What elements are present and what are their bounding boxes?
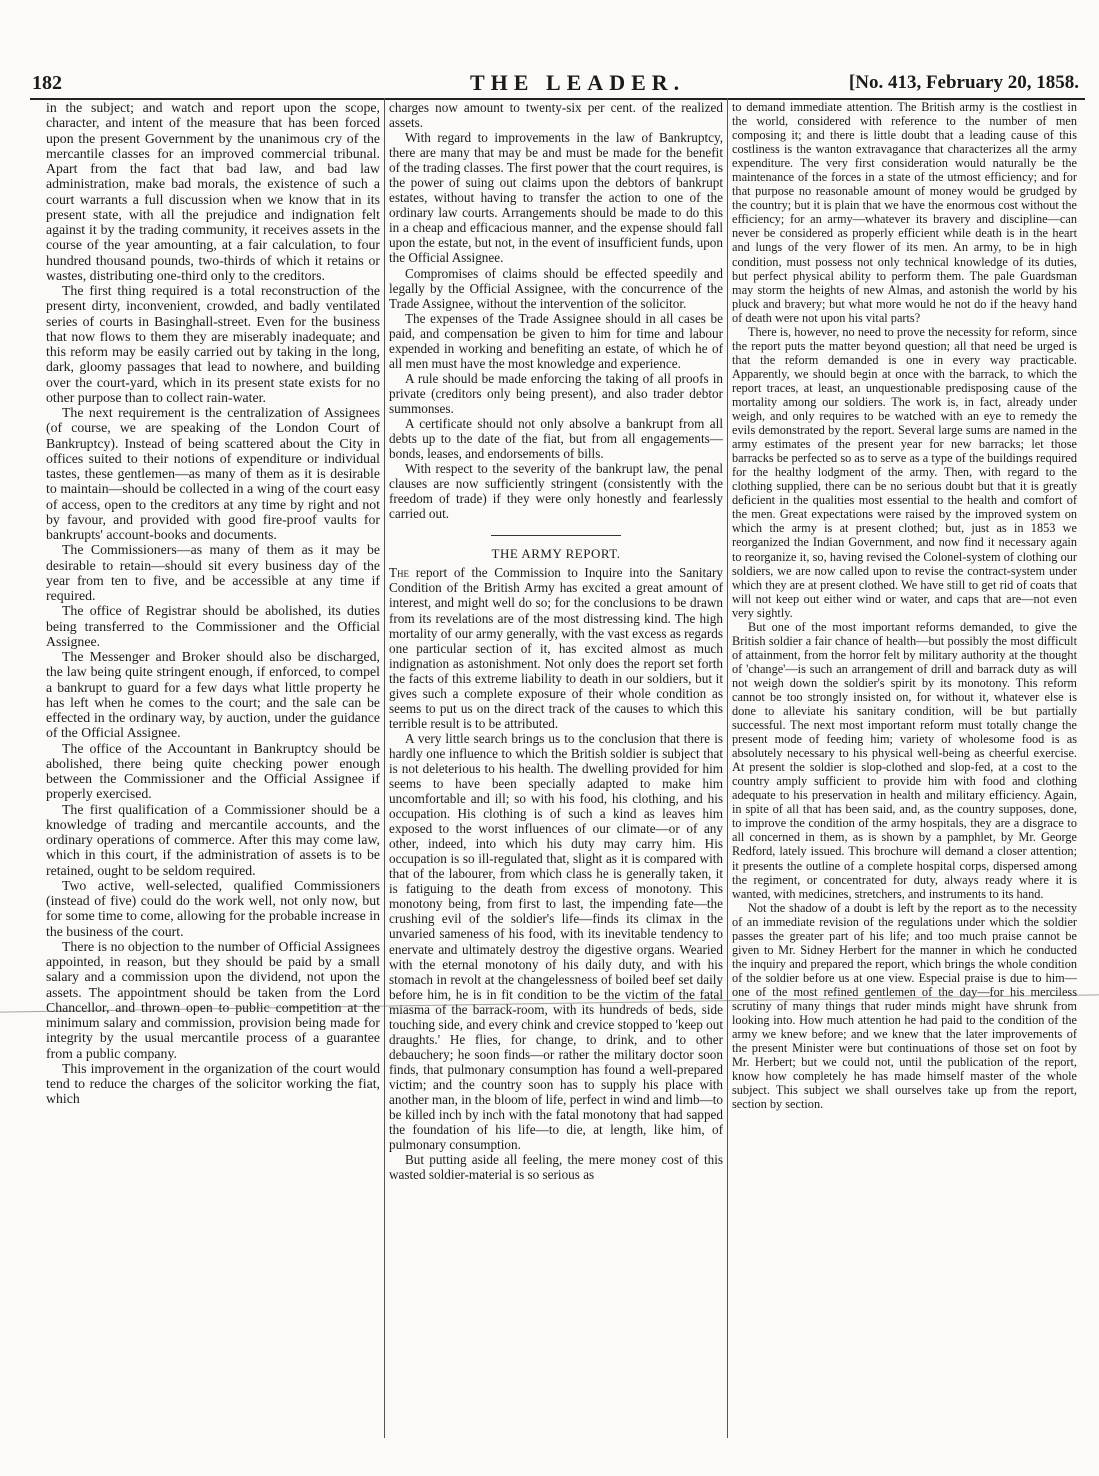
paragraph: charges now amount to twenty-six per cent. of the realized assets. <box>389 100 723 131</box>
paragraph: A rule should be made enforcing the taking of all proofs in private (creditors only being present), and also trader debtor summonses. <box>389 370 723 416</box>
paragraph: Compromises of claims should be effected speedily and legally by the Official Assignee, with the concurrence of the Trade Assignee, without the intervention of the solicitor. <box>389 265 723 311</box>
column-2 <box>389 100 723 1438</box>
column-3 <box>732 100 1077 1438</box>
paragraph: The next requirement is the centralization of Assignees (of course, we are speaking of the London Court of Bankruptcy). Instead of being scattered about the City in offices suited to their notions of expenditure or individual tastes, these gentlemen—as many of them as it is desirable to maintain—should be collected in a wing of the court easy of access, open to the creditors at any time by right and not by favour, and provided with good fire-proof vaults for bankrupts' account-books and documents. <box>46 405 380 542</box>
paragraph-text: report of the Commission to Inquire into the Sanitary Condition of the British Army has excited a great amount of interest, and might well do so; for the conclusions to be drawn from its revelations are of the most distressing kind. The high mortality of our army generally, with the vast excess as regards one particular section of it, has excited almost as much indignation as astonishment. Not only does the report set forth the facts of this extreme liability to death in our soldiers, but it gives such a complete exposure of their whole condition as seems to put us on the direct track of the causes to which this terrible result is to be attributed. <box>389 565 723 731</box>
paragraph: With respect to the severity of the bankrupt law, the penal clauses are now sufficiently stringent (consistently with the freedom of trade) if they were only honestly and fearlessly carried out. <box>389 461 723 522</box>
paragraph: in the subject; and watch and report upon the scope, character, and intent of the measure that has been forced upon the present Government by the unanimous cry of the mercantile classes for an improved commercial tribunal. Apart from the fact that bad law, and bad law administration, make bad morals, the existence of such a court warrants a full discussion when we know that in its present state, with all the prejudice and indignation felt against it by the trading community, it receives assets in the course of the year amounting, at a fair calculation, to four hundred thousand pounds, two-thirds of which it retains or wastes, distributing one-third only to the creditors. <box>46 100 380 283</box>
column-1 <box>46 100 380 1438</box>
paragraph: This improvement in the organization of the court would tend to reduce the charges of the solicitor working the fiat, which <box>46 1060 380 1107</box>
page-header <box>30 70 1085 100</box>
section-separator <box>491 535 621 536</box>
section-heading: THE ARMY REPORT. <box>491 546 621 562</box>
paragraph: The office of Registrar should be abolished, its duties being transferred to the Commissioner and the Official Assignee. <box>46 603 380 649</box>
column-rule-left <box>384 98 385 1438</box>
paragraph: The first qualification of a Commissioner should be a knowledge of trading and mercantile accounts, and the ordinary operations of commerce. After this may come law, which in this court, if the administration of assets is to be retained, ought to be seldom required. <box>46 801 380 878</box>
paragraph: The Messenger and Broker should also be discharged, the law being quite stringent enough, if enforced, to compel a bankrupt to guard for a few days what little property he has left when he comes to the court; and the sale can be effected in the ordinary way, by auction, under the guidance of the Official Assignee. <box>46 649 380 741</box>
paragraph: But putting aside all feeling, the mere money cost of this wasted soldier-material is so serious as <box>389 1152 723 1183</box>
page-number: 182 <box>32 72 62 94</box>
paragraph: The expenses of the Trade Assignee should in all cases be paid, and compensation be given to him for time and labour expended in working and benefiting an estate, of which he of all men must have the most knowledge and experience. <box>389 310 723 371</box>
paragraph: The Commissioners—as many of them as it may be desirable to retain—should sit every business day of the year from ten to five, and be accessible at any time if required. <box>46 542 380 603</box>
paragraph: The first thing required is a total reconstruction of the present dirty, inconvenient, crowded, and badly ventilated series of courts in Basinghall-street. Even for the business that now flows to them they are miserably inadequate; and this reform may be easily carried out by taking in the long, dark, gloomy passages that lead to nowhere, and building over the court-yard, which in its present state exists for no other purpose than to collect rain-water. <box>46 283 380 405</box>
lead-word: The <box>389 565 410 581</box>
paragraph <box>389 565 723 731</box>
issue-date: [No. 413, February 20, 1858. <box>848 72 1079 93</box>
paragraph: The office of the Accountant in Bankruptcy should be abolished, there being quite checking power enough between the Commissioner and the Official Assignee if properly exercised. <box>46 740 380 802</box>
paragraph: But one of the most important reforms demanded, to give the British soldier a fair chance of health—but possibly the most difficult of attainment, from the horror felt by military authority at the thought of 'change'—is such an arrangement of drill and barrack duty as will not weigh down the soldier's spirit by its monotony. This reform cannot be too strongly insisted on, for without it, whatever else is done to alleviate his sanitary condition, will be but partially successful. The next most important reform must totally change the present mode of feeding him; variety of wholesome food is as absolutely necessary to his physical well-being as cheerful exercise. At present the soldier is slop-clothed and slop-fed, at a cost to the country amply sufficient to provide him with food and clothing adequate to his preservation in health and military efficiency. Again, in spite of all that has been said, and, as the country supposes, done, to improve the condition of the army hospitals, they are a disgrace to all concerned in them, as is shown by a pamphlet, by Mr. George Redford, lately issued. This brochure will demand a closer attention; it presents the outline of a complete hospital corps, dispersed among the regiment, or concentrated for duty, always ready where it is wanted, with medicines, stretchers, and instruments to its hand. <box>732 619 1077 901</box>
paragraph: Not the shadow of a doubt is left by the report as to the necessity of an immediate revision of the regulations under which the soldier passes the greater part of his life; and too much praise cannot be given to Mr. Sidney Herbert for the manner in which he conducted the inquiry and prepared the report, which brings the whole condition of the soldier before us at one view. Especial praise is due to him—one of the most refined gentlemen of the day—for his merciless scrutiny of many things that ruder minds might have shrunk from looking into. How much attention he had paid to the condition of the army we knew before; and we knew that the later improvements of the present Minister were but continuations of those set on foot by Mr. Herbert; but we could not, until the publication of the report, know how completely he has made himself master of the whole subject. This subject we shall ourselves take up from the report, section by section. <box>732 900 1077 1112</box>
paragraph: A very little search brings us to the conclusion that there is hardly one influence to which the British soldier is subject that is not deleterious to his health. The dwelling provided for him seems to have been specially adapted to make him uncomfortable and ill; so with his food, his clothing, and his occupation. His clothing is of such a kind as leaves him exposed to the worst influences of our climate—or of any other, indeed, into which his duty may carry him. His occupation is so ill-regulated that, slight as it is compared with that of the labourer, from which class he is generally taken, it is fatiguing to the death from excess of monotony. This monotony being, from first to last, the impending fate—the crushing evil of the soldier's life—finds its climax in the unvaried sameness of his food, with its inevitable tendency to enervate and ultimately destroy the digestive organs. Wearied with the eternal monotony of his daily duty, and with his stomach in revolt at the changelessness of boiled beef set daily before him, he is in fit condition to be the victim of the fatal miasma of the barrack-room, with its hundreds of beds, side touching side, and every chink and crevice stopped to 'keep out draughts.' He flies, for change, to drink, and to other debauchery; he soon finds—or rather the military doctor soon finds, that pulmonary consumption has found a well-prepared victim; and the country soon has to supply his place with another man, in the bloom of life, perfect in wind and limb—to be killed inch by inch with the fatal monotony that had sapped the foundation of his life—to die, at length, like him, of pulmonary consumption. <box>389 730 723 1153</box>
paragraph: Two active, well-selected, qualified Commissioners (instead of five) could do the work well, not only now, but for some time to come, allowing for the probable increase in the business of the court. <box>46 877 380 939</box>
column-rule-right <box>727 98 728 1438</box>
paragraph: With regard to improvements in the law of Bankruptcy, there are many that may be and must be made for the benefit of the trading classes. The first power that the court requires, is the power of suing out claims upon the debtors of bankrupt estates, without having to transfer the action to one of the ordinary law courts. Arrangements should be made to do this in a cheap and efficacious manner, and the expense should fall upon the estate, but not, in the event of insufficient funds, upon the Official Assignee. <box>389 130 723 266</box>
paragraph: There is, however, no need to prove the necessity for reform, since the report puts the matter beyond question; all that need be urged is that the reform demanded is one in every way practicable. Apparently, we should begin at once with the barrack, to which the report traces, at least, an unquestionable predisposing cause of the mortality among our soldiers. The work is, in fact, already under weigh, and only requires to be watched with an eye to remedy the evils demonstrated by the report. Several large sums are named in the army estimates of the present year for new barracks; let those barracks be perfected so as to serve as a type of the buildings required for the healthy lodgment of the army. Then, with regard to the clothing supplied, there can be no serious doubt but that it is greatly deficient in the qualities most essential to the health and comfort of the men. Great expectations were raised by the improved system on which the army is at present clothed; but, just as in 1853 we reorganized the Indian Government, and now find it necessary again to reorganize it, so, having revised the Colonel-system of clothing our soldiers, we are now called upon to revise the contract-system under which they are at present clothed. We have still to get rid of coats that will not keep out either wind or water, and caps that are—not even very sightly. <box>732 324 1077 620</box>
paragraph: to demand immediate attention. The British army is the costliest in the world, considered with reference to the number of men composing it; and there is little doubt that a leading cause of this costliness is the wanton extravagance that characterizes all the army expenditure. The very first consideration would naturally be the maintenance of the forces in a state of the utmost efficiency; and for that purpose no reasonable amount of money would be grudged by the country; but it is plain that we have the enormous cost without the efficiency; for an army—whatever its bravery and discipline—can never be considered as properly efficient while death is in the heart and lungs of the very flower of its men. An army, to be in high condition, must possess not only technical knowledge of its duties, but perfect physical ability to perform them. The pale Guardsman may storm the heights of new Almas, and astonish the world by his pluck and bravery; but what more would he not do if the heavy hand of death were not upon his vital parts? <box>732 100 1077 325</box>
paragraph: There is no objection to the number of Official Assignees appointed, in reason, but they should be paid by a small salary and a commission upon the dividend, not upon the assets. The appointment should be taken from the Lord Chancellor, and thrown open to public competition at the minimum salary and commission, provision being made for integrity by the usual mercantile process of a guarantee from a public company. <box>46 938 380 1061</box>
masthead-title: THE LEADER. <box>470 70 686 95</box>
paragraph: A certificate should not only absolve a bankrupt from all debts up to the date of the fiat, but from all engagements—bonds, leases, and endorsements of bills. <box>389 415 723 462</box>
